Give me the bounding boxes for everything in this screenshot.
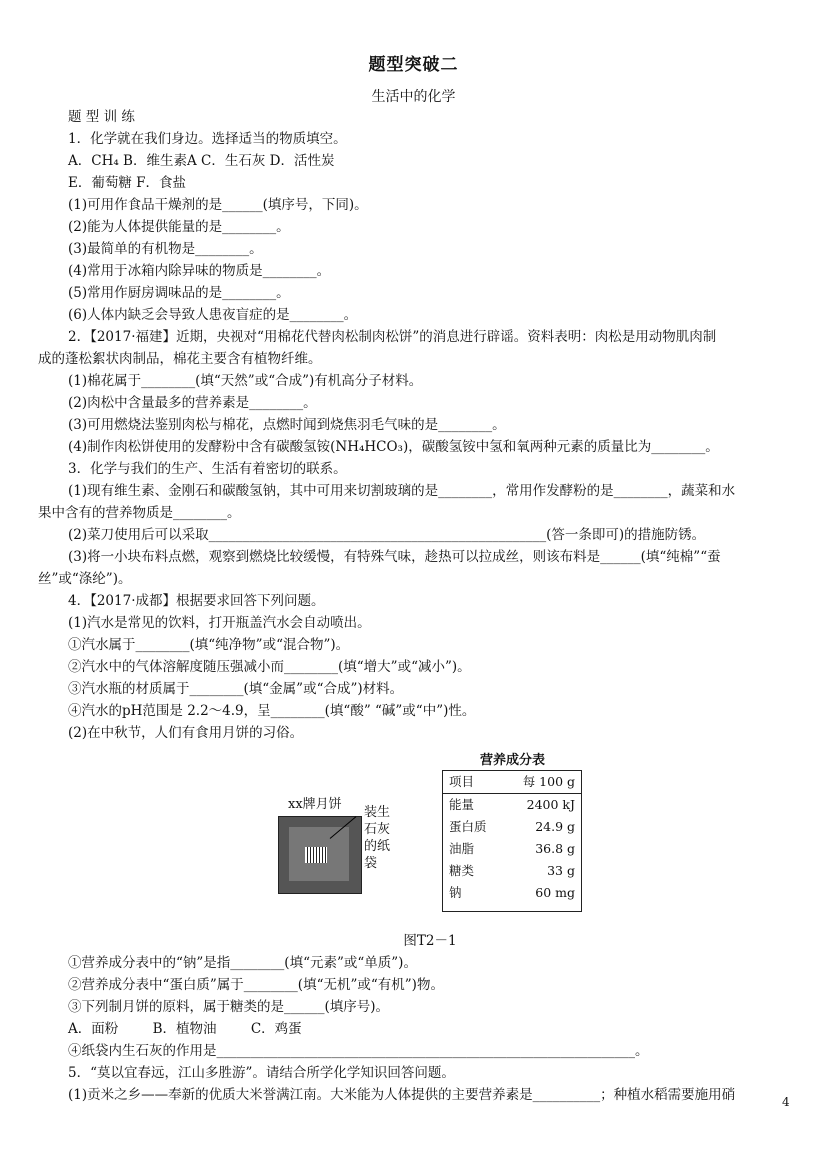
text-line: 1．化学就在我们身边。选择适当的物质填空。: [68, 131, 347, 147]
lime-bag-note: 装生石灰的纸袋: [364, 805, 391, 871]
barcode-icon: [305, 847, 327, 863]
nutrition-table: [442, 770, 582, 912]
text-line: 5．“莫以宜春远，江山多胜游”。请结合所学化学知识回答问题。: [68, 1065, 455, 1081]
text-line: E．葡萄糖 F．食盐: [68, 175, 187, 191]
table-row: 项目 每 100 g: [443, 771, 581, 794]
page-number: 4: [782, 1095, 790, 1109]
text-line: (3)将一小块布料点燃，观察到燃烧比较缓慢，有特殊气味，趁热可以拉成丝，则该布料是______(填“纯棉”“蚕: [68, 549, 721, 565]
text-line: (5)常用作厨房调味品的是________。: [68, 285, 290, 301]
text-line: (4)常用于冰箱内除异味的物质是________。: [68, 263, 331, 279]
text-line: (3)可用燃烧法鉴别肉松与棉花，点燃时闻到烧焦羽毛气味的是________。: [68, 417, 506, 433]
table-row: 油脂 36.8 g: [449, 841, 575, 856]
page-subtitle: 生活中的化学: [371, 89, 456, 105]
text-line: (3)最简单的有机物是________。: [68, 241, 263, 257]
mooncake-bag-image: [278, 816, 362, 894]
text-line: ②汽水中的气体溶解度随压强减小而________(填“增大”或“减小”)。: [68, 659, 471, 675]
text-line: (6)人体内缺乏会导致人患夜盲症的是________。: [68, 307, 358, 323]
text-line: (1)贡米之乡——奉新的优质大米誉满江南。大米能为人体提供的主要营养素是__________；种植水稻需要施用硝: [68, 1087, 736, 1103]
text-line: 题 型 训 练: [68, 109, 135, 125]
text-line: 3．化学与我们的生产、生活有着密切的联系。: [68, 461, 347, 477]
text-line: (1)现有维生素、金刚石和碳酸氢钠，其中可用来切割玻璃的是________，常用作发酵粉的是________，蔬菜和水: [68, 483, 736, 499]
text-line: (2)能为人体提供能量的是________。: [68, 219, 290, 235]
text-line: ①营养成分表中的“钠”是指________(填“元素”或“单质”)。: [68, 955, 417, 971]
text-line: (1)棉花属于________(填“天然”或“合成”)有机高分子材料。: [68, 373, 423, 389]
text-line: ①汽水属于________(填“纯净物”或“混合物”)。: [68, 637, 350, 653]
figure-caption: 图T2－1: [403, 933, 457, 949]
text-line: (2)在中秋节，人们有食用月饼的习俗。: [68, 725, 304, 741]
text-line: ④汽水的pH范围是 2.2～4.9，呈________(填“酸” “碱”或“中”)性。: [68, 703, 476, 719]
text-line: ④纸袋内生石灰的作用是______________________________________________________________。: [68, 1043, 649, 1059]
nutrition-table-title: 营养成分表: [480, 753, 546, 768]
exercise-content: [38, 106, 792, 1106]
text-line: (1)汽水是常见的饮料，打开瓶盖汽水会自动喷出。: [68, 615, 371, 631]
text-line: A．CH₄ B．维生素A C．生石灰 D．活性炭: [68, 153, 335, 169]
table-row: 钠 60 mg: [449, 885, 575, 900]
mooncake-figure: [68, 748, 792, 928]
table-row: 能量 2400 kJ: [449, 797, 575, 812]
text-line: (1)可用作食品干燥剂的是______(填序号，下同)。: [68, 197, 368, 213]
table-row: 糖类 33 g: [449, 863, 575, 878]
text-line: A．面粉 B．植物油 C．鸡蛋: [68, 1021, 302, 1037]
text-line: 2．【2017·福建】近期，央视对“用棉花代替肉松制肉松饼”的消息进行辟谣。资料表明：肉松是用动物肌肉制: [68, 329, 717, 345]
mooncake-bag-label: xx牌月饼: [288, 797, 342, 812]
text-line: ③汽水瓶的材质属于________(填“金属”或“合成”)材料。: [68, 681, 404, 697]
text-line: (2)肉松中含量最多的营养素是________。: [68, 395, 317, 411]
text-line: 丝”或“涤纶”)。: [38, 571, 132, 587]
text-line: (4)制作肉松饼使用的发酵粉中含有碳酸氢铵(NH₄HCO₃)，碳酸氢铵中氢和氧两种元素的质量比为________。: [68, 439, 719, 455]
text-line: (2)菜刀使用后可以采取__________________________________________________(答一条即可)的措施防锈。: [68, 527, 706, 543]
text-line: 果中含有的营养物质是________。: [38, 505, 241, 521]
page-title: 题型突破二: [368, 55, 459, 75]
text-line: ③下列制月饼的原料，属于糖类的是______(填序号)。: [68, 999, 390, 1015]
text-line: ②营养成分表中“蛋白质”属于________(填“无机”或“有机”)物。: [68, 977, 444, 993]
text-line: 成的蓬松絮状肉制品，棉花主要含有植物纤维。: [38, 351, 322, 367]
table-row: 蛋白质 24.9 g: [449, 819, 575, 834]
text-line: 4．【2017·成都】根据要求回答下列问题。: [68, 593, 325, 609]
